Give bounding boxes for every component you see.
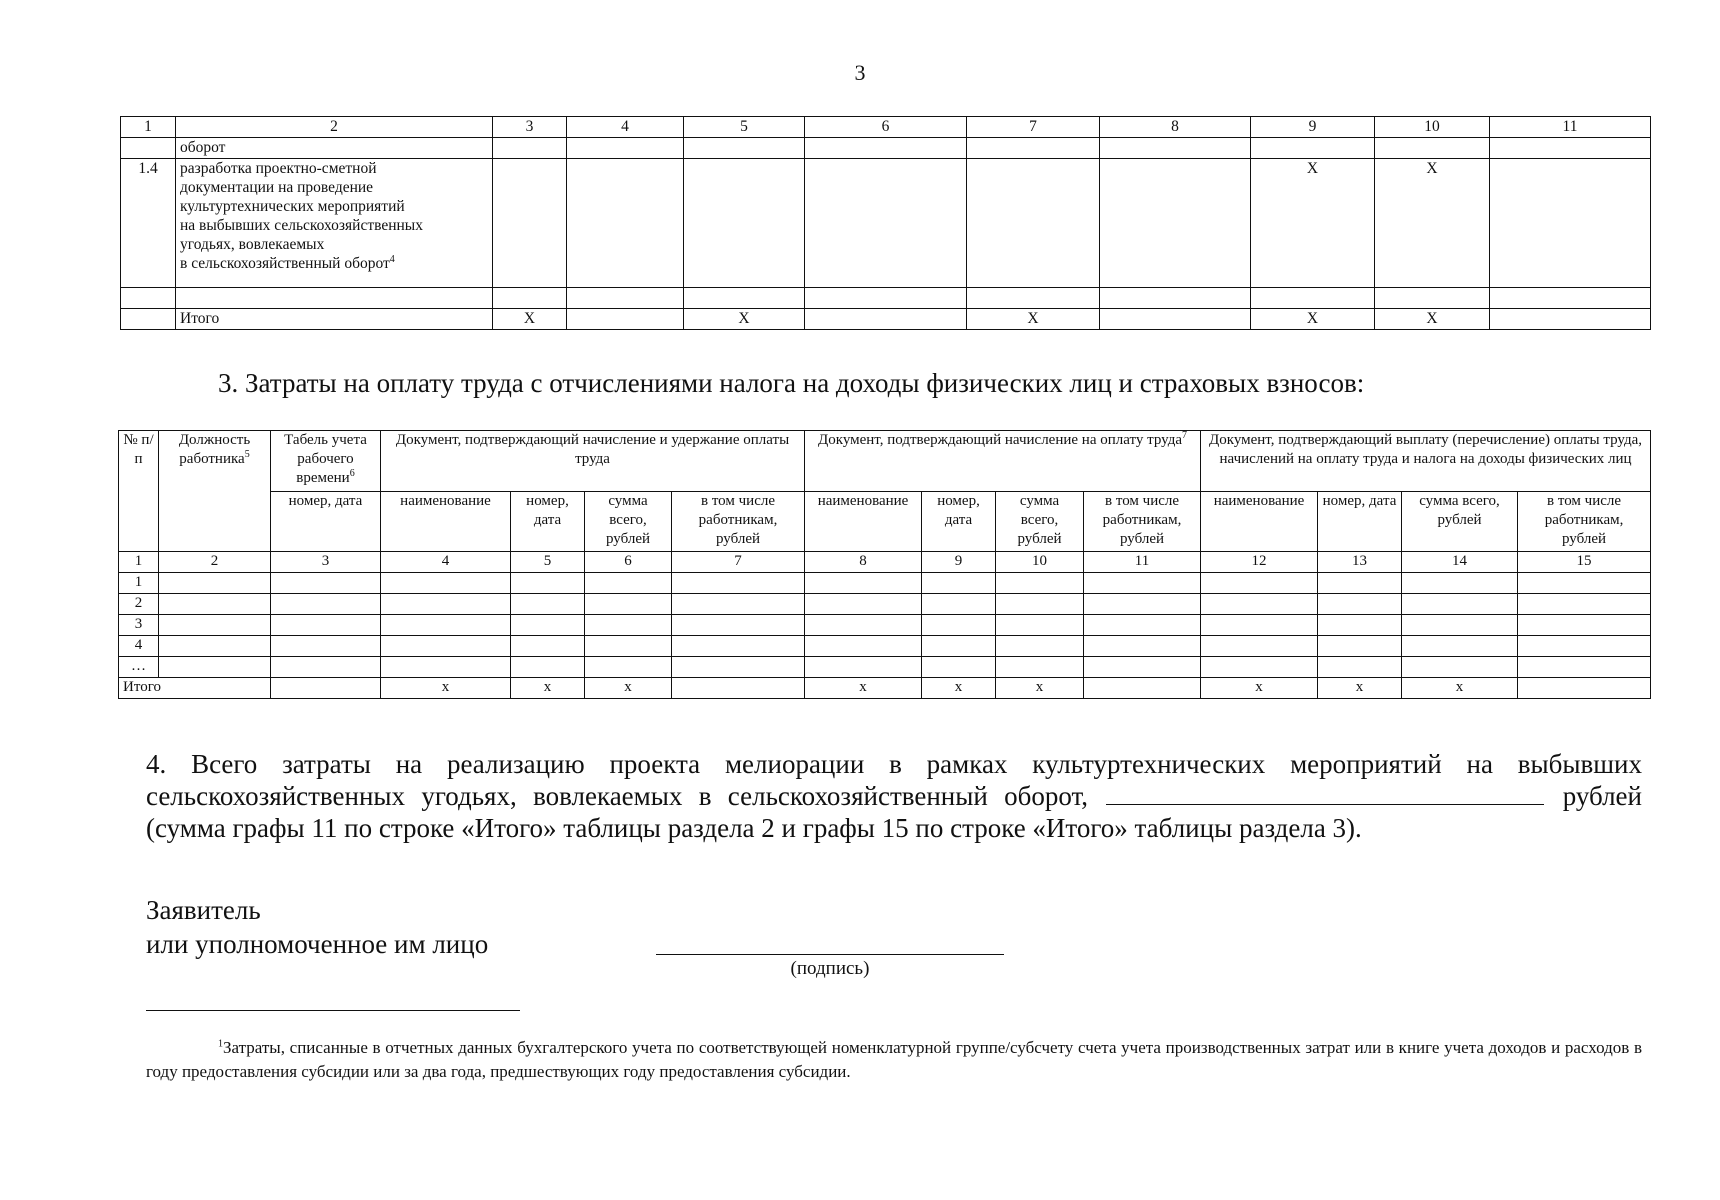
section3-table: [118, 430, 1651, 699]
header-doc-payment: Документ, подтверждающий выплату (перечисление) оплаты труда, начислений на оплату труда и налога на доходы физических лиц: [1201, 431, 1651, 492]
footnote-marker: 1: [218, 1038, 223, 1050]
subheader: номер, дата: [1318, 492, 1402, 552]
mark-cell: x: [805, 678, 922, 699]
subheader: в том числе работникам, рублей: [1518, 492, 1651, 552]
col-num: 4: [567, 117, 684, 138]
row-label: разработка проектно-сметной документации на проведение культуртехнических мероприятий на выбывших сельскохозяйственных угодьях, вовлекаемых в сельскохозяйственный оборот$^4$: [176, 159, 493, 288]
section3-title: 3. Затраты на оплату труда с отчислениями налога на доходы физических лиц и страховых взносов:: [218, 368, 1365, 398]
footnote-divider: [146, 1010, 520, 1011]
footnote: [146, 1036, 1642, 1084]
mark-cell: x: [996, 678, 1084, 699]
header-doc-accrual: Документ, подтверждающий начисление на оплату труда$^7$: [805, 431, 1201, 492]
header-tabel: Табель учета рабочего времени$^6$: [271, 431, 381, 492]
signature-caption: (подпись): [790, 958, 870, 979]
mark-cell: X: [1375, 309, 1490, 330]
applicant-line1: Заявитель: [146, 895, 261, 925]
table-row: 1: [119, 573, 1651, 594]
col-num: 11: [1490, 117, 1651, 138]
total-row: [121, 309, 1651, 330]
footnote-ref: 4: [389, 253, 395, 265]
col-num: 2: [176, 117, 493, 138]
subheader: в том числе работникам, рублей: [1084, 492, 1201, 552]
mark-cell: x: [1318, 678, 1402, 699]
col-num: 5: [684, 117, 805, 138]
total-label: Итого: [119, 678, 271, 699]
table-row-empty: [121, 288, 1651, 309]
row-label: оборот: [176, 138, 493, 159]
mark-cell: x: [511, 678, 585, 699]
subheader: наименование: [805, 492, 922, 552]
col-num: 7: [967, 117, 1100, 138]
applicant-line2: или уполномоченное им лицо: [146, 929, 489, 959]
total-row: [119, 678, 1651, 699]
applicant-block: [146, 893, 488, 961]
total-label: Итого: [176, 309, 493, 330]
mark-cell: x: [381, 678, 511, 699]
mark-cell: x: [922, 678, 996, 699]
column-number-row: 1 2 3 4 5 6 7 8 9 10 11 12 13 14 15: [119, 552, 1651, 573]
subheader: наименование: [381, 492, 511, 552]
header-position: Должность работника$^5$: [159, 431, 271, 552]
column-number-row: [121, 117, 1651, 138]
section4-paragraph: 4. Всего затраты на реализацию проекта мелиорации в рамках культуртехнических мероприятий на выбывших сельскохозяйственных угодьях, вовлекаемых в сельскохозяйственный оборот, рублей (сумма графы 11 по строке «Итого» таблицы раздела 2 и графы 15 по строке «Итого» таблицы раздела 3).: [146, 749, 1642, 843]
table-row: 4: [119, 636, 1651, 657]
header-num: № п/п: [119, 431, 159, 552]
header-row: [119, 431, 1651, 492]
mark-cell: X: [1375, 159, 1490, 288]
col-num: 6: [805, 117, 967, 138]
mark-cell: X: [967, 309, 1100, 330]
subheader: в том числе работникам, рублей: [672, 492, 805, 552]
col-num: 3: [493, 117, 567, 138]
subheader: наименование: [1201, 492, 1318, 552]
table-row: …: [119, 657, 1651, 678]
subheader-row: [119, 492, 1651, 552]
table-row: 2: [119, 594, 1651, 615]
total-amount-blank[interactable]: [1106, 780, 1544, 805]
mark-cell: X: [1251, 159, 1375, 288]
page-number: 3: [854, 60, 866, 85]
signature-line[interactable]: [656, 954, 1004, 955]
subheader: сумма всего, рублей: [1402, 492, 1518, 552]
subheader: сумма всего, рублей: [996, 492, 1084, 552]
mark-cell: x: [1201, 678, 1318, 699]
table-row: [121, 159, 1651, 288]
col-num: 9: [1251, 117, 1375, 138]
subheader: номер, дата: [271, 492, 381, 552]
col-num: 8: [1100, 117, 1251, 138]
mark-cell: x: [1402, 678, 1518, 699]
mark-cell: X: [493, 309, 567, 330]
table-row: [121, 138, 1651, 159]
col-num: 10: [1375, 117, 1490, 138]
header-doc-accrual-withholding: Документ, подтверждающий начисление и удержание оплаты труда: [381, 431, 805, 492]
footnote-text: Затраты, списанные в отчетных данных бухгалтерского учета по соответствующей номенклатурной группе/субсчету счета учета производственных затрат или в книге учета доходов и расходов в году предоставления субсидии или за два года, предшествующих году предоставления субсидии.: [146, 1038, 1642, 1081]
table-row: 3: [119, 615, 1651, 636]
row-number: 1.4: [121, 159, 176, 288]
subheader: номер, дата: [511, 492, 585, 552]
mark-cell: X: [684, 309, 805, 330]
section2-table-continued: [120, 116, 1651, 330]
subheader: сумма всего, рублей: [585, 492, 672, 552]
mark-cell: X: [1251, 309, 1375, 330]
subheader: номер, дата: [922, 492, 996, 552]
col-num: 1: [121, 117, 176, 138]
mark-cell: x: [585, 678, 672, 699]
